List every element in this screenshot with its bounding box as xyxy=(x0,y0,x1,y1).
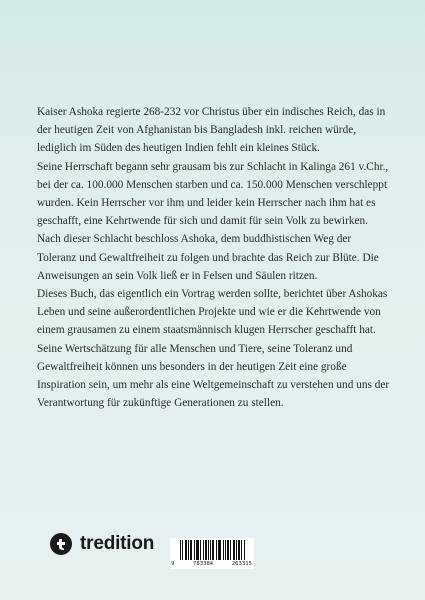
barcode-digits xyxy=(171,561,252,568)
barcode-prefix: 9 xyxy=(171,561,175,567)
publisher-brand xyxy=(50,533,154,555)
blurb-paragraph: Dieses Buch, das eigentlich ein Vortrag werden sollte, berichtet über Ashokas Leben und seine außerordentlichen Projekte und wie er die Kehrtwende von einem grausamen zu einem staatsmännisch klugen Herrscher geschafft hat. Seine Wertschätzung für alle Menschen und Tiere, seine Toleranz und Gewaltfreiheit können uns besonders in der heutigen Zeit eine große Inspiration sein, um mehr als eine Weltgemeinschaft zu verstehen und uns der Verantwortung für zukünftige Generationen zu stellen. xyxy=(37,288,390,410)
isbn-barcode xyxy=(170,538,254,569)
barcode-group-2: 263315 xyxy=(231,561,252,567)
publisher-name: tredition xyxy=(80,533,155,554)
blurb-paragraph: Seine Herrschaft begann sehr grausam bis zur Schlacht in Kalinga 261 v.Chr., bei der ca. 100.000 Menschen starben und ca. 150.000 Menschen verschleppt wurden. Kein Herrscher vor ihm und leider kein Herrscher nach ihm hat es geschafft, eine Kehrtwende für sich und damit für sein Volk zu bewirken. Nach dieser Schlacht beschloss Ashoka, dem buddhistischen Weg der Toleranz und Gewaltfreiheit zu folgen und brachte das Reich zur Blüte. Die Anweisungen an sein Volk ließ er in Felsen und Säulen ritzen. xyxy=(37,160,389,282)
back-cover-blurb xyxy=(37,103,393,412)
blurb-paragraph: Kaiser Ashoka regierte 268-232 vor Christus über ein indisches Reich, das in der heutigen Zeit von Afghanistan bis Bangladesh inkl. reichen würde, lediglich im Süden des heutigen Indien fehlt ein kleines Stück. xyxy=(37,106,386,155)
barcode-icon xyxy=(180,540,246,560)
tredition-logo-icon xyxy=(50,533,72,555)
barcode-group-1: 783384 xyxy=(192,561,214,567)
